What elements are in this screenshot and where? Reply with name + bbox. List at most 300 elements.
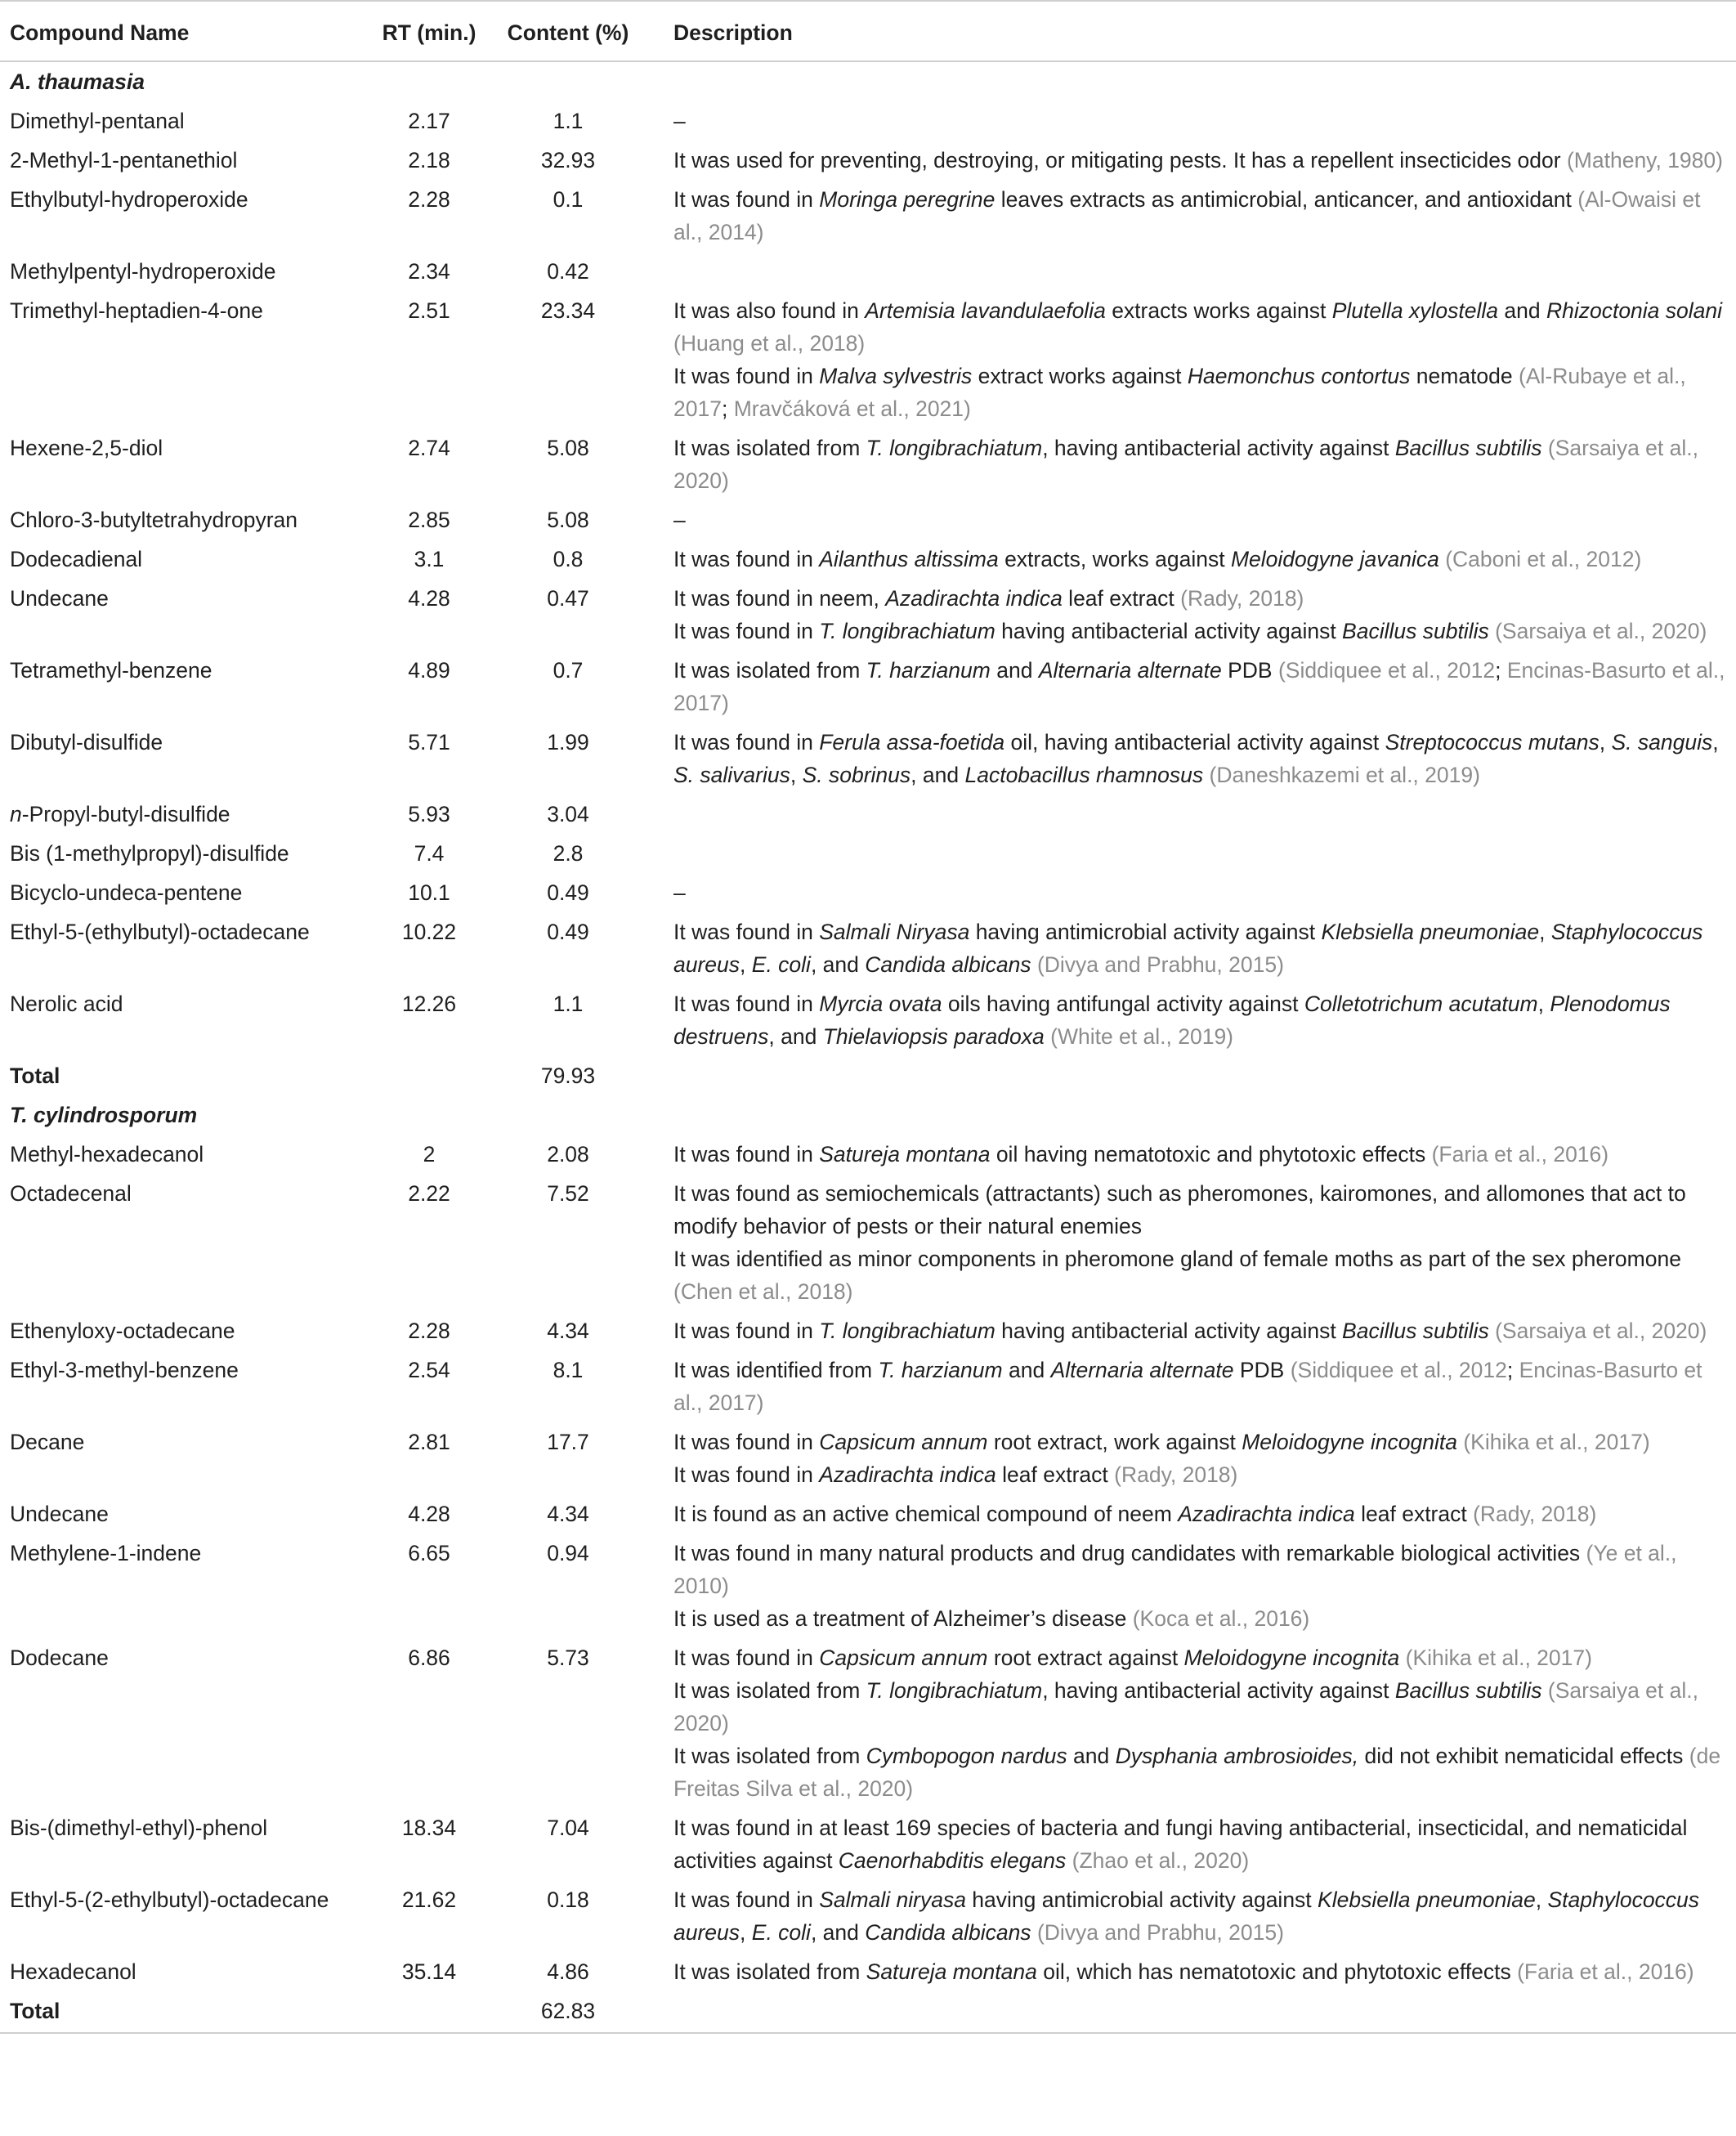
rt-cell: 18.34 <box>401 1816 457 1840</box>
italic-text: Malva sylvestris <box>819 364 973 388</box>
citation: (Al-Owaisi et al., 2014) <box>673 187 1701 244</box>
italic-text: Moringa peregrine <box>819 187 996 212</box>
text-segment: Ethyl-5-(2-ethylbutyl)-octadecane <box>10 1887 329 1912</box>
italic-text: T. longibrachiatum <box>866 436 1043 460</box>
table-row <box>0 428 1736 500</box>
description-cell <box>638 1880 1736 1952</box>
header-content: Content (%) <box>499 1 638 61</box>
description-paragraph <box>673 1537 1733 1602</box>
italic-text: Streptococcus mutans <box>1385 730 1600 755</box>
text-segment: Methylene-1-indene <box>10 1541 202 1565</box>
description-cell <box>638 1952 1736 1991</box>
text-segment: leaf extract <box>1354 1502 1474 1526</box>
text-segment: and <box>1002 1358 1051 1382</box>
italic-text: Ailanthus altissima <box>819 547 999 571</box>
rt-cell: 10.1 <box>408 880 450 905</box>
italic-text: T. longibrachiatum <box>866 1678 1043 1703</box>
total-rt-empty <box>360 1991 499 2033</box>
italic-text: Dysphania ambrosioides, <box>1115 1744 1359 1768</box>
text-segment: It was found in <box>673 1319 820 1343</box>
citation: (Sarsaiya et al., 2020) <box>673 436 1698 493</box>
total-row <box>0 1991 1736 2033</box>
compound-name-cell <box>0 579 360 651</box>
text-segment: It was found in <box>673 187 820 212</box>
citation: Mravčáková et al., 2021) <box>733 396 971 421</box>
text-segment: extract works against <box>972 364 1188 388</box>
italic-text: Satureja montana <box>866 1959 1037 1984</box>
citation: (Daneshkazemi et al., 2019) <box>1209 763 1480 787</box>
description-paragraph <box>673 183 1733 249</box>
compound-name-cell <box>0 291 360 428</box>
rt-cell: 4.28 <box>408 1502 450 1526</box>
italic-text: E. coli <box>751 952 811 977</box>
table-row <box>0 540 1736 579</box>
content-cell: 1.1 <box>553 109 584 133</box>
citation: (Koca et al., 2016) <box>1132 1606 1310 1631</box>
description-paragraph <box>673 543 1733 575</box>
rt-cell: 2.22 <box>408 1181 450 1206</box>
table-row <box>0 1350 1736 1422</box>
text-segment: leaf extract <box>996 1462 1115 1487</box>
description-cell <box>638 795 1736 834</box>
description-cell <box>638 500 1736 540</box>
text-segment: , <box>790 763 803 787</box>
rt-cell: 3.1 <box>414 547 445 571</box>
compound-name-cell <box>0 651 360 723</box>
text-segment: It was found in <box>673 1646 820 1670</box>
rt-cell: 2.51 <box>408 298 450 323</box>
table-row <box>0 1311 1736 1350</box>
content-cell: 4.86 <box>547 1959 589 1984</box>
italic-text: Meloidogyne javanica <box>1230 547 1439 571</box>
total-label: Total <box>0 1991 360 2033</box>
content-cell: 7.04 <box>547 1816 589 1840</box>
italic-text: Staphylococcus aureus <box>673 920 1703 977</box>
italic-text: Bacillus subtilis <box>1342 619 1489 643</box>
italic-text: Lactobacillus rhamnosus <box>964 763 1204 787</box>
italic-text: Plenodomus destruens <box>673 992 1671 1049</box>
text-segment: It was isolated from <box>673 1678 866 1703</box>
italic-text: Thielaviopsis paradoxa <box>822 1024 1045 1049</box>
italic-text: Capsicum annum <box>819 1646 988 1670</box>
citation: (Sarsaiya et al., 2020) <box>1495 619 1707 643</box>
table-row <box>0 723 1736 795</box>
description-paragraph <box>673 360 1733 425</box>
citation: (Caboni et al., 2012) <box>1445 547 1642 571</box>
description-cell <box>638 141 1736 180</box>
rt-cell: 35.14 <box>401 1959 457 1984</box>
citation: (Al-Rubaye et al., 2017 <box>673 364 1686 421</box>
table-header-row <box>0 1 1736 61</box>
rt-cell: 5.71 <box>408 730 450 755</box>
italic-text: Cymbopogon nardus <box>866 1744 1067 1768</box>
compound-name-cell <box>0 1350 360 1422</box>
description-paragraph <box>673 432 1733 497</box>
description-paragraph <box>673 1177 1733 1243</box>
compound-name-cell <box>0 1808 360 1880</box>
text-segment: It was found in many natural products and drug candidates with remarkable biological activities <box>673 1541 1586 1565</box>
total-rt-empty <box>360 1056 499 1095</box>
rt-cell: 7.4 <box>414 841 445 866</box>
compound-name-cell <box>0 984 360 1056</box>
italic-text: Bacillus subtilis <box>1342 1319 1489 1343</box>
text-segment: – <box>673 508 686 532</box>
text-segment: , <box>1539 920 1551 944</box>
content-cell: 0.94 <box>547 1541 589 1565</box>
citation: (Huang et al., 2018) <box>673 331 866 356</box>
text-segment: 2-Methyl-1-pentanethiol <box>10 148 238 172</box>
rt-cell: 10.22 <box>401 920 457 944</box>
description-cell <box>638 1311 1736 1350</box>
italic-text: Azadirachta indica <box>885 586 1063 611</box>
text-segment: It was also found in <box>673 298 866 323</box>
content-cell: 23.34 <box>540 298 596 323</box>
table-body <box>0 61 1736 2033</box>
citation: (White et al., 2019) <box>1050 1024 1234 1049</box>
description-cell <box>638 1534 1736 1638</box>
description-paragraph <box>673 876 1733 909</box>
text-segment: root extract, work against <box>987 1430 1242 1454</box>
text-segment <box>1489 1319 1495 1343</box>
text-segment <box>1031 952 1037 977</box>
rt-cell: 2.17 <box>408 109 450 133</box>
total-row <box>0 1056 1736 1095</box>
text-segment: It was found in <box>673 730 820 755</box>
compound-name-cell <box>0 795 360 834</box>
content-cell: 8.1 <box>553 1358 584 1382</box>
description-cell <box>638 1422 1736 1494</box>
description-paragraph <box>673 654 1733 719</box>
text-segment: , and <box>810 1920 866 1945</box>
rt-cell: 5.93 <box>408 802 450 826</box>
citation: Encinas-Basurto et al., 2017) <box>673 1358 1702 1415</box>
description-paragraph <box>673 1811 1733 1877</box>
text-segment: , <box>1712 730 1719 755</box>
italic-text: Candida albicans <box>865 1920 1031 1945</box>
total-description-empty <box>638 1991 1736 2033</box>
text-segment: – <box>673 109 686 133</box>
text-segment: Ethenyloxy-octadecane <box>10 1319 235 1343</box>
text-segment <box>1031 1920 1037 1945</box>
italic-text: Klebsiella pneumoniae <box>1321 920 1540 944</box>
table-row <box>0 180 1736 252</box>
italic-text: Azadirachta indica <box>1178 1502 1355 1526</box>
compound-name-cell <box>0 1135 360 1174</box>
description-cell <box>638 912 1736 984</box>
compound-name-cell <box>0 1311 360 1350</box>
compound-name-cell <box>0 428 360 500</box>
compound-name-cell <box>0 834 360 873</box>
text-segment: It was found in <box>673 1887 820 1912</box>
description-paragraph <box>673 1138 1733 1171</box>
header-description: Description <box>638 1 1736 61</box>
table-row <box>0 873 1736 912</box>
text-segment: , <box>1599 730 1612 755</box>
italic-text: S. sanguis <box>1611 730 1713 755</box>
italic-text: Klebsiella pneumoniae <box>1318 1887 1536 1912</box>
description-paragraph <box>673 916 1733 981</box>
content-cell: 5.08 <box>547 508 589 532</box>
text-segment: Dibutyl-disulfide <box>10 730 163 755</box>
text-segment: , <box>740 1920 752 1945</box>
text-segment: Trimethyl-heptadien-4-one <box>10 298 263 323</box>
text-segment <box>1066 1848 1072 1873</box>
italic-text: Haemonchus contortus <box>1187 364 1411 388</box>
section-header-row <box>0 1095 1736 1135</box>
citation: (Siddiquee et al., 2012 <box>1290 1358 1507 1382</box>
table-row <box>0 1174 1736 1311</box>
italic-text: E. coli <box>751 1920 811 1945</box>
text-segment: Dodecane <box>10 1646 109 1670</box>
text-segment: Tetramethyl-benzene <box>10 658 213 683</box>
italic-text: Rhizoctonia solani <box>1546 298 1723 323</box>
rt-cell: 2.18 <box>408 148 450 172</box>
rt-cell: 4.89 <box>408 658 450 683</box>
text-segment: extracts, works against <box>998 547 1231 571</box>
citation: (Faria et al., 2016) <box>1517 1959 1694 1984</box>
citation: (Rady, 2018) <box>1473 1502 1597 1526</box>
text-segment: It was identified from <box>673 1358 879 1382</box>
text-segment: Undecane <box>10 586 109 611</box>
text-segment: It is found as an active chemical compound of neem <box>673 1502 1179 1526</box>
section-title: T. cylindrosporum <box>10 1103 198 1127</box>
text-segment: It was found in at least 169 species of bacteria and fungi having antibacterial, insecticidal, and nematicidal activities against <box>673 1816 1688 1873</box>
rt-cell: 4.28 <box>408 586 450 611</box>
citation: (Kihika et al., 2017) <box>1405 1646 1592 1670</box>
table-row <box>0 252 1736 291</box>
text-segment: It was identified as minor components in pheromone gland of female moths as part of the sex pheromone <box>673 1247 1681 1271</box>
content-cell: 0.47 <box>547 586 589 611</box>
italic-text: T. longibrachiatum <box>819 619 996 643</box>
text-segment: Ethyl-5-(ethylbutyl)-octadecane <box>10 920 310 944</box>
content-cell: 1.99 <box>547 730 589 755</box>
text-segment: It was found in neem, <box>673 586 886 611</box>
table-row <box>0 1808 1736 1880</box>
text-segment: It was found in <box>673 992 820 1016</box>
table-row <box>0 1880 1736 1952</box>
description-paragraph <box>673 987 1733 1053</box>
text-segment: , and <box>768 1024 823 1049</box>
description-paragraph <box>673 615 1733 647</box>
table-row <box>0 500 1736 540</box>
text-segment: It was found in <box>673 619 820 643</box>
rt-cell: 2.28 <box>408 187 450 212</box>
italic-text: Alternaria alternate <box>1050 1358 1234 1382</box>
content-cell: 1.1 <box>553 992 584 1016</box>
description-cell <box>638 834 1736 873</box>
description-cell <box>638 428 1736 500</box>
content-cell: 4.34 <box>547 1319 589 1343</box>
text-segment <box>1203 763 1209 787</box>
compound-name-cell <box>0 1174 360 1311</box>
text-segment <box>1542 1678 1548 1703</box>
description-paragraph <box>673 1740 1733 1805</box>
description-paragraph <box>673 1498 1733 1530</box>
italic-text: T. longibrachiatum <box>819 1319 996 1343</box>
text-segment: did not exhibit nematicidal effects <box>1358 1744 1689 1768</box>
text-segment: PDB <box>1233 1358 1291 1382</box>
italic-text: Plutella xylostella <box>1331 298 1498 323</box>
table-row <box>0 1494 1736 1534</box>
text-segment: It was found in <box>673 364 820 388</box>
citation: (Zhao et al., 2020) <box>1072 1848 1250 1873</box>
table-row <box>0 651 1736 723</box>
text-segment: , <box>1535 1887 1548 1912</box>
compound-name-cell <box>0 1638 360 1808</box>
description-paragraph <box>673 105 1733 137</box>
content-cell: 5.73 <box>547 1646 589 1670</box>
text-segment: , having antibacterial activity against <box>1042 1678 1395 1703</box>
description-cell <box>638 984 1736 1056</box>
text-segment: Ethyl-3-methyl-benzene <box>10 1358 239 1382</box>
text-segment: Hexadecanol <box>10 1959 136 1984</box>
rt-cell: 2 <box>423 1142 436 1167</box>
text-segment: It was found in <box>673 1430 820 1454</box>
description-cell <box>638 252 1736 291</box>
content-cell: 2.08 <box>547 1142 589 1167</box>
italic-text: Ferula assa-foetida <box>819 730 1005 755</box>
content-cell: 5.08 <box>547 436 589 460</box>
description-paragraph <box>673 294 1733 360</box>
rt-cell: 12.26 <box>401 992 457 1016</box>
rt-cell: 2.34 <box>408 259 450 284</box>
content-cell: 2.8 <box>553 841 584 866</box>
content-cell: 0.1 <box>553 187 584 212</box>
text-segment: Octadecenal <box>10 1181 132 1206</box>
text-segment: It was isolated from <box>673 1744 866 1768</box>
rt-cell: 6.86 <box>408 1646 450 1670</box>
text-segment: It was found in <box>673 1462 820 1487</box>
text-segment: It was isolated from <box>673 658 866 683</box>
italic-text: Meloidogyne incognita <box>1242 1430 1457 1454</box>
text-segment: Chloro-3-butyltetrahydropyran <box>10 508 298 532</box>
text-segment: having antibacterial activity against <box>995 619 1343 643</box>
citation: (Divya and Prabhu, 2015) <box>1036 952 1284 977</box>
text-segment: PDB <box>1221 658 1278 683</box>
citation: Encinas-Basurto et al., 2017) <box>673 658 1725 715</box>
table-row <box>0 291 1736 428</box>
text-segment: Bis (1-methylpropyl)-disulfide <box>10 841 289 866</box>
compound-name-cell <box>0 101 360 141</box>
table-row <box>0 141 1736 180</box>
italic-text: T. harzianum <box>866 658 991 683</box>
rt-cell: 2.54 <box>408 1358 450 1382</box>
table-row <box>0 1638 1736 1808</box>
compound-name-cell <box>0 1880 360 1952</box>
citation: (Siddiquee et al., 2012 <box>1277 658 1496 683</box>
text-segment: Methyl-hexadecanol <box>10 1142 204 1167</box>
citation: (Divya and Prabhu, 2015) <box>1036 1920 1284 1945</box>
text-segment: ; <box>721 396 734 421</box>
description-paragraph <box>673 726 1733 791</box>
text-segment: It was isolated from <box>673 436 866 460</box>
description-paragraph <box>673 1602 1733 1635</box>
description-cell <box>638 1808 1736 1880</box>
italic-text: n <box>10 802 22 826</box>
citation: (Chen et al., 2018) <box>673 1279 853 1304</box>
citation: (Rady, 2018) <box>1180 586 1304 611</box>
total-value: 79.93 <box>540 1064 596 1088</box>
total-value: 62.83 <box>499 1991 638 2033</box>
citation: (Rady, 2018) <box>1114 1462 1238 1487</box>
italic-text: S. salivarius <box>673 763 790 787</box>
content-cell: 17.7 <box>547 1430 589 1454</box>
italic-text: Bacillus subtilis <box>1394 1678 1542 1703</box>
description-paragraph <box>673 1674 1733 1740</box>
compound-name-cell <box>0 1422 360 1494</box>
content-cell: 0.8 <box>553 547 584 571</box>
compound-name-cell <box>0 723 360 795</box>
compound-name-cell <box>0 540 360 579</box>
table-row <box>0 1952 1736 1991</box>
content-cell: 3.04 <box>547 802 589 826</box>
content-cell: 0.49 <box>547 880 589 905</box>
description-cell <box>638 180 1736 252</box>
text-segment: It is used as a treatment of Alzheimer’s disease <box>673 1606 1133 1631</box>
text-segment <box>1399 1646 1405 1670</box>
text-segment: root extract against <box>987 1646 1184 1670</box>
content-cell: 0.7 <box>553 658 584 683</box>
table-row <box>0 1534 1736 1638</box>
total-label: Total <box>10 1064 60 1088</box>
text-segment: nematode <box>1410 364 1519 388</box>
description-cell <box>638 651 1736 723</box>
description-cell <box>638 873 1736 912</box>
text-segment: , <box>740 952 752 977</box>
description-cell <box>638 1174 1736 1311</box>
text-segment: having antimicrobial activity against <box>965 1887 1318 1912</box>
text-segment: , <box>1537 992 1550 1016</box>
content-cell: 4.34 <box>547 1502 589 1526</box>
text-segment <box>1542 436 1548 460</box>
description-cell <box>638 101 1736 141</box>
description-paragraph <box>673 1314 1733 1347</box>
italic-text: Staphylococcus aureus <box>673 1887 1700 1945</box>
compound-name-cell <box>0 500 360 540</box>
description-paragraph <box>673 1354 1733 1419</box>
italic-text: Salmali Niryasa <box>819 920 970 944</box>
content-cell: 0.49 <box>547 920 589 944</box>
description-paragraph <box>673 1883 1733 1949</box>
text-segment: Methylpentyl-hydroperoxide <box>10 259 276 284</box>
description-paragraph <box>673 1243 1733 1308</box>
text-segment: ; <box>1495 658 1507 683</box>
content-cell: 32.93 <box>540 148 596 172</box>
text-segment: and <box>990 658 1039 683</box>
text-segment: and <box>1067 1744 1116 1768</box>
text-segment: having antimicrobial activity against <box>969 920 1322 944</box>
description-paragraph <box>673 1458 1733 1491</box>
description-paragraph <box>673 144 1733 177</box>
text-segment: -Propyl-butyl-disulfide <box>21 802 230 826</box>
italic-text: Colletotrichum acutatum <box>1304 992 1538 1016</box>
text-segment: Dimethyl-pentanal <box>10 109 185 133</box>
text-segment: It was found in <box>673 1142 820 1167</box>
text-segment: It was found as semiochemicals (attractants) such as pheromones, kairomones, and allomones that act to modify behavior of pests or their natural enemies <box>673 1181 1686 1238</box>
text-segment <box>1489 619 1495 643</box>
description-paragraph <box>673 504 1733 536</box>
text-segment: Undecane <box>10 1502 109 1526</box>
italic-text: Bacillus subtilis <box>1394 436 1542 460</box>
citation: (Sarsaiya et al., 2020) <box>673 1678 1698 1735</box>
text-segment: It was found in <box>673 547 820 571</box>
rt-cell: 6.65 <box>408 1541 450 1565</box>
rt-cell: 2.85 <box>408 508 450 532</box>
total-description-empty <box>638 1056 1736 1095</box>
description-paragraph <box>673 1426 1733 1458</box>
table-row <box>0 834 1736 873</box>
description-cell <box>638 1494 1736 1534</box>
